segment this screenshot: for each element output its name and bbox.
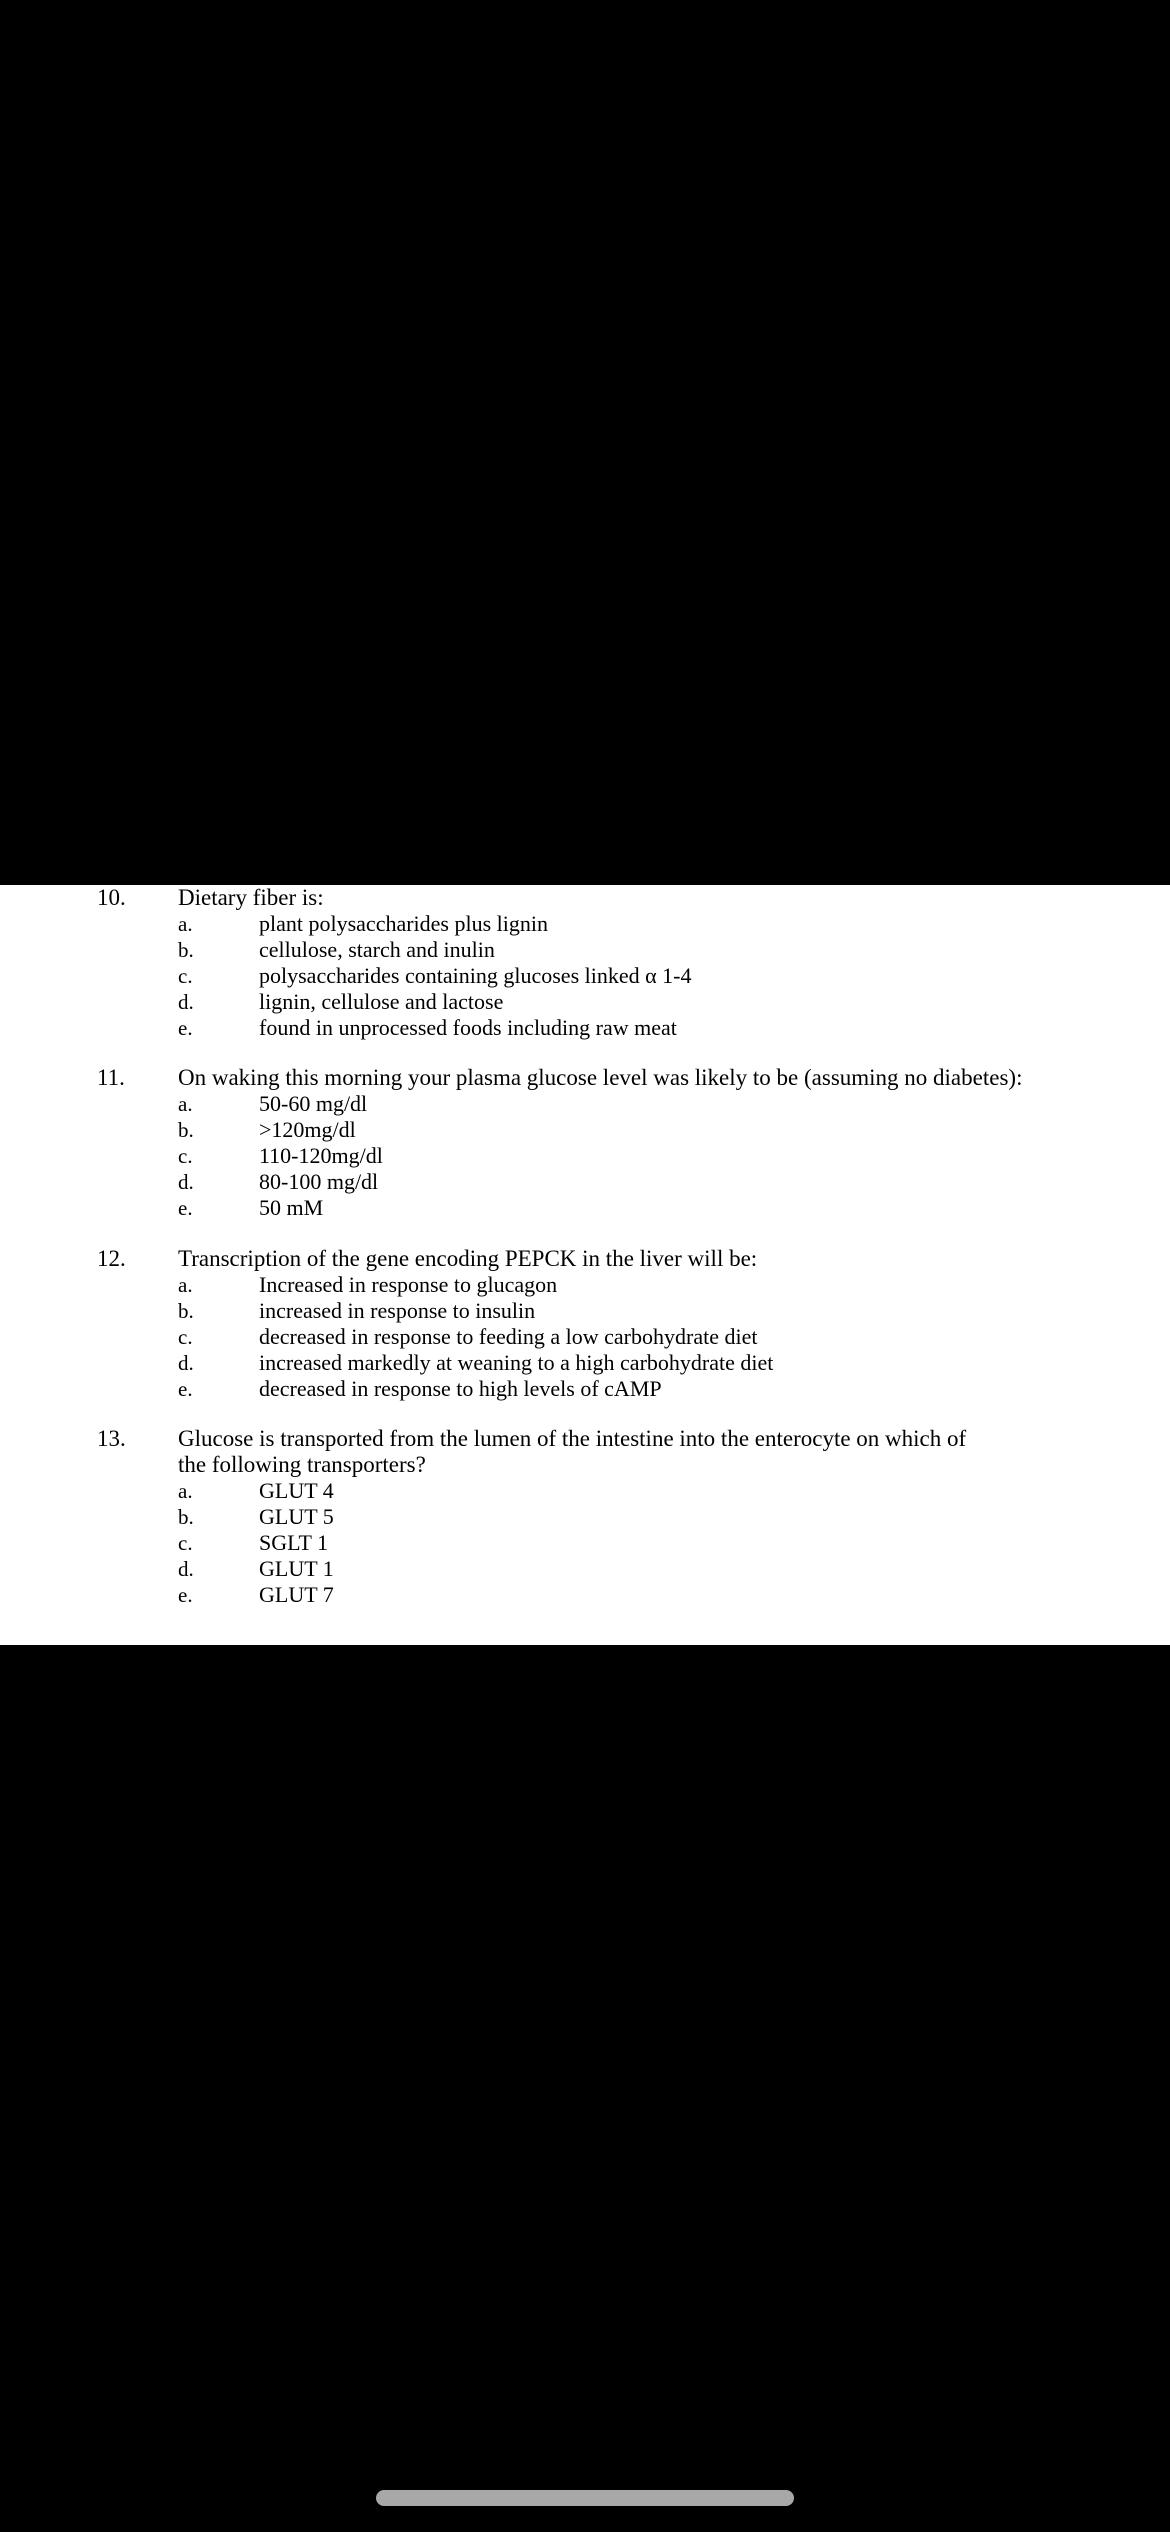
option-text: >120mg/dl [259, 1117, 356, 1142]
option-text: cellulose, starch and inulin [259, 937, 495, 962]
option-letter: e. [178, 1016, 193, 1040]
option-letter: c. [178, 1144, 193, 1168]
option-letter: d. [178, 1557, 194, 1581]
question-number: 13. [97, 1426, 126, 1451]
option-letter: c. [178, 1325, 193, 1349]
question-stem: On waking this morning your plasma glucose level was likely to be (assuming no diabetes): [178, 1065, 1023, 1090]
option-text: GLUT 1 [259, 1556, 334, 1581]
option-a [0, 1091, 1170, 1117]
question-number: 10. [97, 885, 126, 910]
option-text: GLUT 7 [259, 1582, 334, 1607]
option-text: Increased in response to glucagon [259, 1272, 558, 1297]
option-text: 50-60 mg/dl [259, 1091, 368, 1116]
option-letter: c. [178, 964, 193, 988]
option-text: increased markedly at weaning to a high carbohydrate diet [259, 1350, 774, 1375]
home-indicator[interactable] [376, 2490, 794, 2506]
option-text: 110-120mg/dl [259, 1143, 383, 1168]
option-letter: a. [178, 1092, 193, 1116]
option-d [0, 1169, 1170, 1195]
option-letter: d. [178, 990, 194, 1014]
option-d [0, 989, 1170, 1015]
option-a [0, 1272, 1170, 1298]
option-text: decreased in response to high levels of cAMP [259, 1376, 662, 1401]
question-number: 11. [97, 1065, 125, 1090]
option-letter: a. [178, 912, 193, 936]
option-a [0, 911, 1170, 937]
question-stem: Glucose is transported from the lumen of the intestine into the enterocyte on which of the following transporters? [178, 1426, 967, 1477]
option-b [0, 1504, 1170, 1530]
option-b [0, 1117, 1170, 1143]
option-text: SGLT 1 [259, 1530, 329, 1555]
option-letter: b. [178, 938, 194, 962]
option-text: 80-100 mg/dl [259, 1169, 379, 1194]
option-text: polysaccharides containing glucoses linked α 1-4 [259, 963, 692, 988]
option-text: decreased in response to feeding a low carbohydrate diet [259, 1324, 758, 1349]
option-c [0, 1324, 1170, 1350]
option-c [0, 1143, 1170, 1169]
option-text: GLUT 5 [259, 1504, 334, 1529]
option-letter: d. [178, 1170, 194, 1194]
option-letter: c. [178, 1531, 193, 1555]
question-stem: Dietary fiber is: [178, 885, 324, 910]
option-letter: e. [178, 1583, 193, 1607]
option-text: plant polysaccharides plus lignin [259, 911, 548, 936]
option-a [0, 1478, 1170, 1504]
option-text: increased in response to insulin [259, 1298, 536, 1323]
option-c [0, 1530, 1170, 1556]
option-letter: a. [178, 1479, 193, 1503]
document-page [0, 885, 1170, 1645]
option-letter: d. [178, 1351, 194, 1375]
option-b [0, 1298, 1170, 1324]
option-d [0, 1350, 1170, 1376]
option-text: lignin, cellulose and lactose [259, 989, 504, 1014]
option-e [0, 1015, 1170, 1041]
question-stem: Transcription of the gene encoding PEPCK in the liver will be: [178, 1246, 758, 1271]
option-letter: a. [178, 1273, 193, 1297]
option-letter: e. [178, 1377, 193, 1401]
option-b [0, 937, 1170, 963]
option-text: found in unprocessed foods including raw meat [259, 1015, 677, 1040]
question-number: 12. [97, 1246, 126, 1271]
option-e [0, 1195, 1170, 1221]
option-letter: e. [178, 1196, 193, 1220]
option-letter: b. [178, 1299, 194, 1323]
option-d [0, 1556, 1170, 1582]
option-c [0, 963, 1170, 989]
option-e [0, 1376, 1170, 1402]
option-letter: b. [178, 1505, 194, 1529]
option-text: 50 mM [259, 1195, 324, 1220]
option-letter: b. [178, 1118, 194, 1142]
option-text: GLUT 4 [259, 1478, 334, 1503]
option-e [0, 1582, 1170, 1608]
